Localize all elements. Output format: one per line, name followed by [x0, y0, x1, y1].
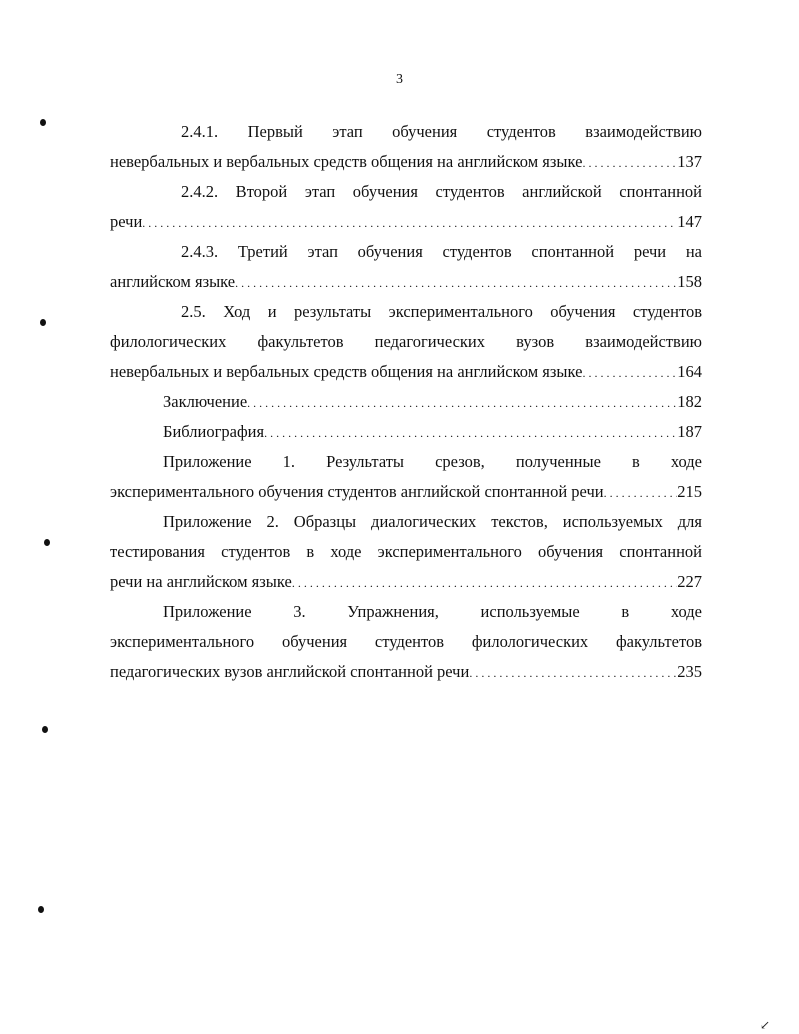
toc-entry[interactable] [110, 237, 702, 297]
toc-dot-leader [235, 267, 677, 297]
toc-entry-line: 2.4.3. Третий этап обучения студентов спонтанной речи на [181, 242, 702, 261]
toc-page-number: 164 [677, 362, 702, 381]
punch-hole-mark [40, 319, 46, 326]
toc-entry[interactable] [110, 597, 702, 687]
toc-entry-last-line [110, 267, 702, 297]
toc-dot-leader [604, 477, 678, 507]
toc-entry-line: Приложение 3. Упражнения, используемые в ходе [163, 602, 702, 621]
toc-entry-line: тестирования студентов в ходе экспериментального обучения спонтанной [110, 542, 702, 561]
corner-scan-mark: ↙ [760, 1018, 771, 1032]
toc-entry-line: Приложение 1. Результаты срезов, полученные в ходе [163, 452, 702, 471]
table-of-contents [110, 117, 702, 687]
page-number: 3 [396, 72, 403, 87]
toc-entry-last-line [110, 387, 702, 417]
toc-page-number: 187 [677, 422, 702, 441]
toc-page-number: 182 [677, 392, 702, 411]
toc-entry-title: Библиография [163, 422, 265, 441]
toc-dot-leader [142, 207, 677, 237]
toc-page-number: 137 [677, 152, 702, 171]
toc-entry-line: экспериментального обучения студентов филологических факультетов [110, 632, 702, 651]
toc-entry-title: экспериментального обучения студентов английской спонтанной речи [110, 482, 604, 501]
toc-entry[interactable] [110, 447, 702, 507]
toc-entry-title: невербальных и вербальных средств общения на английском языке [110, 152, 583, 171]
toc-entry-line: филологических факультетов педагогических вузов взаимодействию [110, 332, 702, 351]
punch-hole-mark [44, 539, 50, 546]
toc-entry-line: Приложение 2. Образцы диалогических текстов, используемых для [163, 512, 702, 531]
toc-entry[interactable] [110, 387, 702, 417]
toc-entry-line: 2.4.1. Первый этап обучения студентов взаимодействию [181, 122, 702, 141]
toc-page-number: 158 [677, 272, 702, 291]
toc-page-number: 215 [677, 482, 702, 501]
toc-entry-last-line [110, 147, 702, 177]
toc-entry-title: речи на английском языке [110, 572, 292, 591]
punch-hole-mark [42, 726, 48, 733]
toc-entry-last-line [110, 477, 702, 507]
toc-dot-leader [469, 657, 677, 687]
toc-entry-last-line [110, 417, 702, 447]
toc-entry-title: педагогических вузов английской спонтанной речи [110, 662, 470, 681]
toc-entry-last-line [110, 207, 702, 237]
toc-dot-leader [247, 387, 677, 417]
toc-entry[interactable] [110, 177, 702, 237]
toc-entry[interactable] [110, 507, 702, 597]
toc-entry-last-line [110, 357, 702, 387]
toc-dot-leader [582, 357, 677, 387]
toc-dot-leader [582, 147, 677, 177]
toc-dot-leader [292, 567, 677, 597]
punch-hole-mark [38, 906, 44, 913]
toc-entry-line: 2.5. Ход и результаты экспериментального обучения студентов [181, 302, 702, 321]
toc-entry-last-line [110, 567, 702, 597]
toc-entry-line: 2.4.2. Второй этап обучения студентов английской спонтанной [181, 182, 702, 201]
toc-page-number: 227 [677, 572, 702, 591]
toc-page-number: 235 [677, 662, 702, 681]
toc-entry[interactable] [110, 417, 702, 447]
toc-entry-last-line [110, 657, 702, 687]
toc-entry-title: речи [110, 212, 143, 231]
toc-entry-title: невербальных и вербальных средств общения на английском языке [110, 362, 583, 381]
toc-entry-title: английском языке [110, 272, 236, 291]
toc-page-number: 147 [677, 212, 702, 231]
toc-entry[interactable] [110, 117, 702, 177]
punch-hole-mark [40, 119, 46, 126]
toc-entry-title: Заключение [163, 392, 248, 411]
toc-entry[interactable] [110, 297, 702, 387]
toc-dot-leader [264, 417, 677, 447]
